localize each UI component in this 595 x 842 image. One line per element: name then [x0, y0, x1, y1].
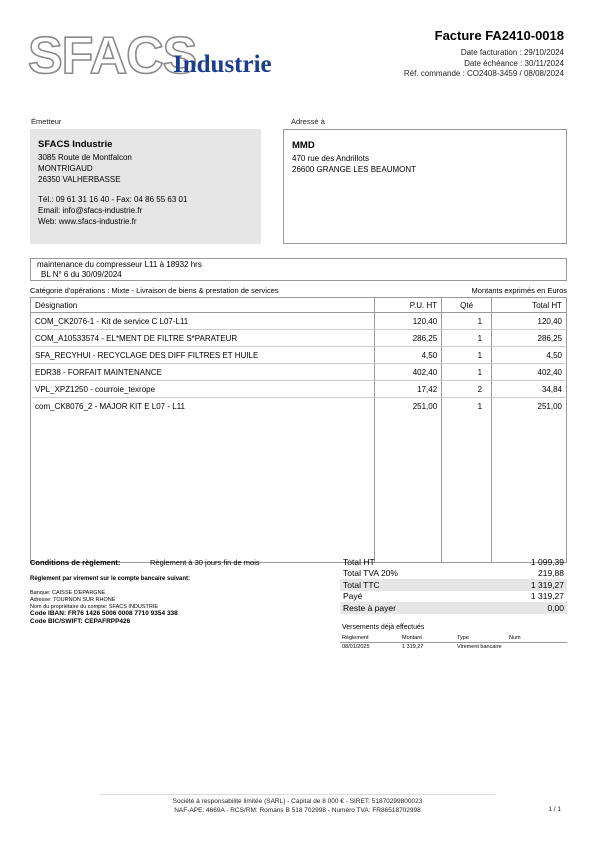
cell-unit-price: 402,40	[375, 364, 442, 381]
payments-header-montant: Montant	[400, 634, 455, 643]
cell-unit-price: 120,40	[375, 313, 442, 330]
cell-designation: com_CK8076_2 - MAJOR KIT E L07 - L11	[31, 398, 375, 415]
logo-subword: Industrie	[173, 51, 272, 78]
payment-amount: 1 319,27	[402, 644, 424, 650]
totals-value: 1 099,39	[530, 556, 564, 567]
column-header-quantity: Qté	[442, 298, 492, 313]
table-row	[31, 330, 567, 347]
table-row	[31, 398, 567, 415]
category-line	[30, 286, 567, 295]
cell-total: 402,40	[492, 364, 567, 381]
invoice-title: Facture FA2410-0018	[434, 28, 564, 43]
payments-header-type: Type	[455, 634, 507, 643]
cell-unit-price: 17,42	[375, 381, 442, 398]
emitter-address-line: MONTRIGAUD	[38, 164, 93, 173]
payment-type: Virement bancaire	[457, 644, 502, 650]
invoice-meta	[404, 48, 564, 80]
column-header-designation: Désignation	[31, 298, 375, 313]
totals-label: Total TTC	[340, 579, 478, 591]
payment-conditions	[30, 558, 330, 567]
cell-quantity: 1	[442, 313, 492, 330]
invoice-lines-table	[30, 297, 567, 563]
totals-value: 1 319,27	[530, 591, 564, 602]
emitter-address-line: 26350 VALHERBASSE	[38, 175, 121, 184]
bank-name: Banque: CAISSE D'EPARGNE	[30, 590, 106, 596]
footer-legal-line: NAF-APE: 4669A - RCS/RM: Romans B 518 702998 - Numéro TVA: FR86518702998	[174, 807, 421, 814]
totals-row	[340, 556, 567, 568]
totals-table	[340, 556, 567, 614]
delivery-note: BL N° 6 du 30/09/2024	[41, 270, 122, 279]
table-header-row	[31, 298, 567, 313]
cell-total: 286,25	[492, 330, 567, 347]
cell-unit-price: 251,00	[375, 398, 442, 415]
emitter-label: Émetteur	[31, 117, 62, 126]
totals-value: 0,00	[478, 602, 567, 614]
cell-designation: COM_A10533574 - EL*MENT DE FILTRE S*PARATEUR	[31, 330, 375, 347]
invoice-due-date: Date échéance : 30/11/2024	[464, 58, 564, 68]
cell-designation: COM_CK2076-1 - Kit de service C L07-L11	[31, 313, 375, 330]
table-row	[31, 347, 567, 364]
company-logo	[28, 28, 288, 88]
table-row	[31, 313, 567, 330]
bic: Code BIC/SWIFT: CEPAFRPP426	[30, 618, 131, 626]
totals-row	[340, 568, 567, 580]
operation-category: Catégorie d'opérations : Mixte - Livraison de biens & prestation de services	[30, 286, 279, 295]
recipient-box	[283, 129, 567, 244]
cell-quantity: 1	[442, 364, 492, 381]
cell-quantity: 1	[442, 347, 492, 364]
payments-header-num: Num	[507, 634, 567, 643]
emitter-email: Email: info@sfacs-industrie.fr	[38, 206, 143, 215]
footer	[0, 797, 595, 815]
emitter-name: SFACS Industrie	[38, 139, 113, 150]
payments-header-row	[340, 634, 567, 643]
totals-row	[340, 591, 567, 603]
emitter-box	[30, 129, 261, 244]
table-row	[31, 381, 567, 398]
table-row	[31, 364, 567, 381]
totals-value: 1 319,27	[478, 579, 567, 591]
payments-row	[340, 643, 567, 652]
bank-address: Adresse: TOURNON SUR RHONE	[30, 596, 116, 603]
totals-value: 219,88	[538, 568, 564, 579]
column-header-total: Total HT	[492, 298, 567, 313]
cell-unit-price: 286,25	[375, 330, 442, 347]
payment-conditions-value: Règlement à 30 jours fin de mois	[150, 558, 260, 567]
cell-designation: EDR38 - FORFAIT MAINTENANCE	[31, 364, 375, 381]
cell-total: 34,84	[492, 381, 567, 398]
cell-total: 120,40	[492, 313, 567, 330]
subject-box	[30, 258, 567, 281]
totals-label: Total HT	[343, 556, 375, 567]
emitter-phone: Tél.: 09 61 31 16 40 - Fax: 04 86 55 63 01	[38, 195, 188, 204]
currency-note: Montants exprimés en Euros	[471, 286, 567, 295]
page-number: 1 / 1	[548, 806, 561, 813]
totals-label: Payé	[343, 591, 363, 602]
totals-row	[340, 602, 567, 614]
emitter-address-line: 3085 Route de Montfalcon	[38, 153, 132, 162]
cell-designation: SFA_RECYHUI - RECYCLAGE DES DIFF FILTRES ET HUILE	[31, 347, 375, 364]
cell-quantity: 1	[442, 398, 492, 415]
subject-line: maintenance du compresseur L11 à 18932 hrs	[37, 260, 202, 269]
column-header-unit-price: P.U. HT	[375, 298, 442, 313]
order-reference: Réf. commande : CO2408-3459 / 08/08/2024	[403, 69, 564, 78]
payments-header-reglement: Règlement	[340, 634, 400, 643]
cell-total: 4,50	[492, 347, 567, 364]
recipient-address-line: 470 rue des Andrillots	[292, 154, 369, 163]
totals-label: Reste à payer	[340, 602, 478, 614]
payments-title: Versements déjà effectués	[342, 624, 425, 631]
bank-details	[30, 590, 178, 626]
footer-legal-line: Société à responsabilité limitée (SARL) - Capital de 8 000 € - SIRET: 51870299800023	[172, 798, 423, 805]
recipient-address-line: 26600 GRANGE LES BEAUMONT	[292, 165, 417, 174]
bank-transfer-title: Règlement par virement sur le compte bancaire suivant:	[30, 576, 191, 582]
recipient-name: MMD	[292, 140, 315, 151]
cell-total: 251,00	[492, 398, 567, 415]
cell-quantity: 2	[442, 381, 492, 398]
iban: Code IBAN: FR76 1426 5006 0008 7710 9354 338	[30, 610, 178, 618]
footer-divider	[100, 794, 495, 795]
cell-quantity: 1	[442, 330, 492, 347]
cell-unit-price: 4,50	[375, 347, 442, 364]
recipient-label: Adressé à	[291, 117, 325, 126]
payment-conditions-label: Conditions de règlement:	[30, 558, 121, 567]
totals-label: Total TVA 20%	[343, 568, 398, 579]
logo-wordmark: SFACS	[28, 27, 197, 85]
cell-designation: VPL_XPZ1250 - courroie_texrope	[31, 381, 375, 398]
table-filler-row	[31, 414, 567, 563]
totals-row	[340, 579, 567, 591]
invoice-date: Date facturation : 29/10/2024	[460, 48, 564, 57]
payments-table	[340, 634, 567, 651]
account-owner: Nom du propriétaire du compte: SFACS INDUSTRIE	[30, 603, 159, 610]
payment-date: 08/01/2025	[342, 644, 370, 650]
emitter-website: Web: www.sfacs-industrie.fr	[38, 217, 137, 226]
